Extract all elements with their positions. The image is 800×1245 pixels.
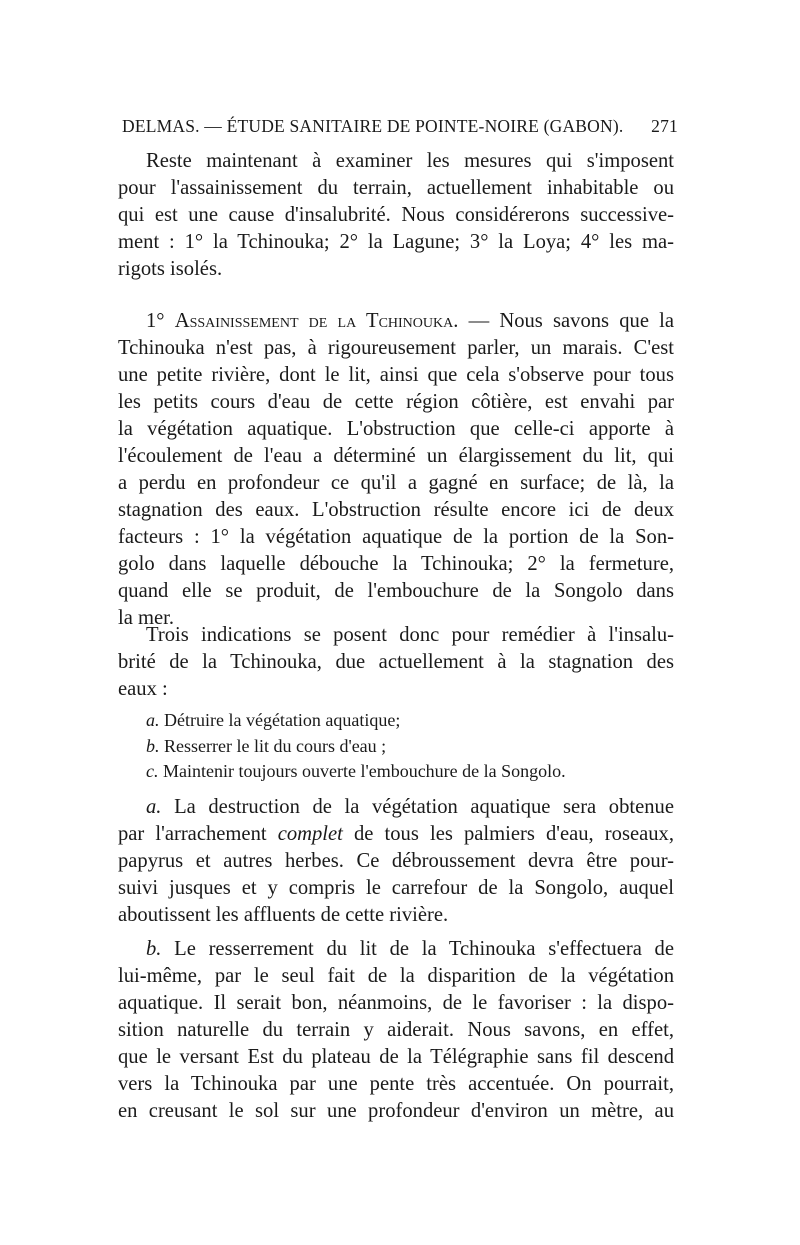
text-line: suivi jusques et y compris le carrefour de la Songolo, auquel bbox=[118, 877, 674, 899]
section-heading: Assainissement de la Tchinouka. bbox=[174, 310, 459, 332]
emphasis-text: complet bbox=[277, 823, 343, 845]
list-item bbox=[146, 708, 666, 734]
text-line: vers la Tchinouka par une pente très accentuée. On pourrait, bbox=[118, 1073, 674, 1095]
text-line: la mer. bbox=[118, 607, 175, 629]
list-marker: a. bbox=[146, 710, 160, 730]
running-header bbox=[122, 116, 678, 142]
paragraph-intro bbox=[118, 148, 674, 283]
paragraph-marker: a. bbox=[146, 796, 162, 818]
text-line: les petits cours d'eau de cette région côtière, est envahi par bbox=[118, 391, 674, 413]
paragraph-b bbox=[118, 936, 674, 1125]
text-line: aquatique. Il serait bon, néanmoins, de le favoriser : la dispo- bbox=[118, 992, 674, 1014]
text-line bbox=[118, 936, 674, 963]
text-line: lui-même, par le seul fait de la disparition de la végétation bbox=[118, 965, 674, 987]
text-run: La destruction de la végétation aquatique sera obtenue bbox=[174, 796, 674, 818]
text-line: pour l'assainissement du terrain, actuellement inhabitable ou bbox=[118, 177, 674, 199]
running-title: DELMAS. — ÉTUDE SANITAIRE DE POINTE-NOIRE (GABON). bbox=[122, 116, 624, 136]
text-line: Reste maintenant à examiner les mesures qui s'imposent bbox=[146, 150, 674, 172]
text-run: de tous les palmiers d'eau, roseaux, bbox=[342, 823, 674, 845]
text-line: l'écoulement de l'eau a déterminé un élargissement du lit, qui bbox=[118, 445, 674, 467]
page-number: 271 bbox=[651, 116, 678, 136]
text-line: que le versant Est du plateau de la Télégraphie sans fil descend bbox=[118, 1046, 674, 1068]
text-line bbox=[118, 821, 674, 848]
list-marker: b. bbox=[146, 735, 160, 756]
text-line: Tchinouka n'est pas, à rigoureusement parler, un marais. C'est bbox=[118, 337, 674, 359]
text-line: golo dans laquelle débouche la Tchinouka; 2° la fermeture, bbox=[118, 553, 674, 575]
list-item bbox=[146, 734, 666, 760]
text-line: papyrus et autres herbes. Ce débroussement devra être pour- bbox=[118, 850, 674, 872]
paragraph-a bbox=[118, 794, 674, 929]
text-line: quand elle se produit, de l'embouchure de la Songolo dans bbox=[118, 580, 674, 602]
paragraph-marker: b. bbox=[146, 938, 162, 960]
text-run: Le resserrement du lit de la Tchinouka s'effectuera de bbox=[174, 938, 674, 960]
text-line: Trois indications se posent donc pour remédier à l'insalu- bbox=[146, 624, 674, 646]
text-line: eaux : bbox=[118, 678, 168, 700]
text-line: stagnation des eaux. L'obstruction résulte encore ici de deux bbox=[118, 499, 674, 521]
text-line: qui est une cause d'insalubrité. Nous considérerons successive- bbox=[118, 204, 674, 226]
heading-continuation: — Nous savons que la bbox=[458, 310, 674, 332]
text-line: ment : 1° la Tchinouka; 2° la Lagune; 3° la Loya; 4° les ma- bbox=[118, 231, 674, 253]
list-item-text: Resserrer le lit du cours d'eau ; bbox=[164, 735, 387, 756]
section-tchinouka bbox=[118, 308, 674, 632]
text-line: brité de la Tchinouka, due actuellement à la stagnation des bbox=[118, 651, 674, 673]
list-item bbox=[146, 759, 666, 785]
list-marker: c. bbox=[146, 761, 159, 781]
list-item-text: Détruire la végétation aquatique; bbox=[164, 710, 401, 730]
text-line: aboutissent les affluents de cette rivière. bbox=[118, 904, 449, 926]
list-item-text: Maintenir toujours ouverte l'embouchure de la Songolo. bbox=[163, 761, 566, 781]
heading-number: 1° bbox=[146, 310, 165, 332]
section-heading-line bbox=[118, 308, 674, 335]
text-run: par l'arrachement bbox=[118, 823, 278, 845]
text-line: sition naturelle du terrain y aiderait. Nous savons, en effet, bbox=[118, 1019, 674, 1041]
text-line bbox=[118, 794, 674, 821]
text-line: rigots isolés. bbox=[118, 258, 223, 280]
text-line: une petite rivière, dont le lit, ainsi que cela s'observe pour tous bbox=[118, 364, 674, 386]
text-line: facteurs : 1° la végétation aquatique de la portion de la Son- bbox=[118, 526, 674, 548]
text-line: en creusant le sol sur une profondeur d'environ un mètre, au bbox=[118, 1100, 674, 1122]
text-line: la végétation aquatique. L'obstruction que celle-ci apporte à bbox=[118, 418, 674, 440]
paragraph-indications bbox=[118, 622, 674, 703]
text-line: a perdu en profondeur ce qu'il a gagné en surface; de là, la bbox=[118, 472, 674, 494]
indication-list bbox=[146, 708, 666, 785]
